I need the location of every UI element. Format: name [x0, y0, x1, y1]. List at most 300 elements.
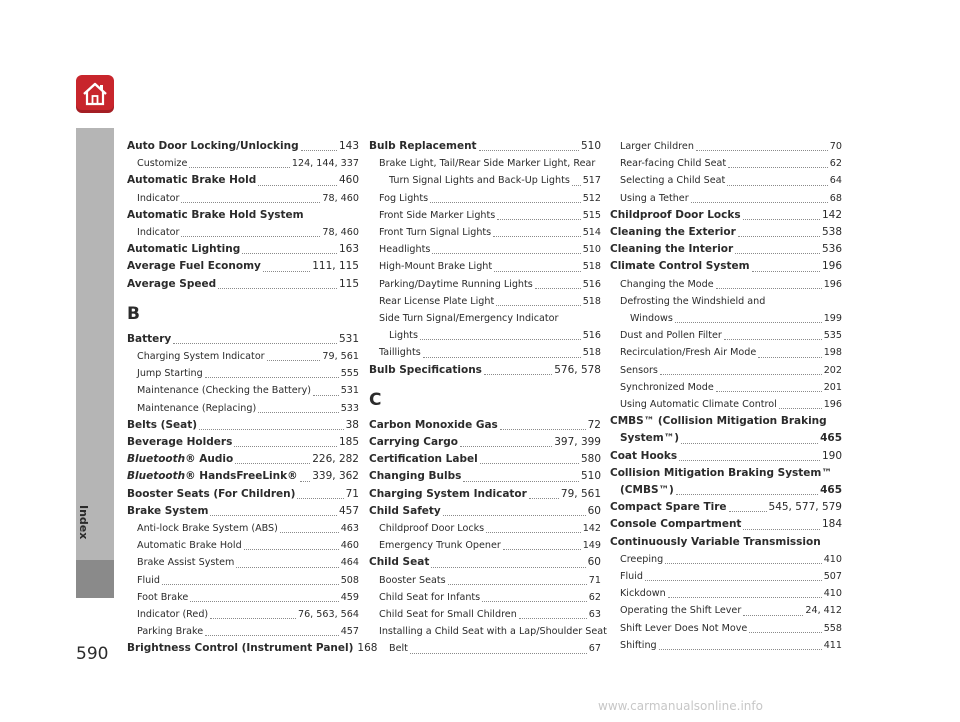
entry-label: Emergency Trunk Opener: [379, 540, 501, 552]
index-entry[interactable]: [369, 572, 601, 589]
page-ref[interactable]: 78, 460: [322, 192, 359, 204]
page-ref[interactable]: 70: [829, 141, 842, 152]
entry-label: Changing the Mode: [620, 278, 714, 290]
entry-label: Sensors: [620, 364, 658, 376]
index-entry[interactable]: [369, 207, 601, 224]
entry-label: Synchronized Mode: [620, 381, 714, 393]
page-ref[interactable]: 142: [821, 208, 842, 221]
index-entry[interactable]: [610, 258, 842, 275]
index-entry[interactable]: [127, 224, 359, 241]
dot-leader: [480, 462, 579, 464]
page-ref[interactable]: 79, 561: [322, 351, 359, 363]
index-entry[interactable]: [610, 379, 842, 396]
dot-leader: [735, 252, 820, 254]
index-entry[interactable]: [369, 258, 601, 275]
page-ref[interactable]: 536: [821, 243, 842, 256]
index-entry[interactable]: [610, 172, 842, 189]
entry-label: Using Automatic Climate Control: [620, 399, 777, 411]
page-ref[interactable]: 199: [823, 313, 842, 325]
index-entry[interactable]: [610, 482, 842, 499]
dot-leader: [423, 356, 581, 358]
dot-leader: [210, 617, 296, 619]
dot-leader: [728, 166, 828, 168]
entry-label: Maintenance (Replacing): [137, 402, 257, 414]
entry-label: Belt: [389, 643, 408, 655]
page-ref[interactable]: 464: [340, 557, 359, 569]
dot-leader: [479, 149, 579, 151]
entry-label: Automatic Brake Hold: [137, 540, 242, 552]
index-entry[interactable]: [369, 327, 601, 344]
page-ref[interactable]: 78, 460: [322, 227, 359, 239]
dot-leader: [236, 566, 338, 568]
entry-label: Bluetooth® Audio: [127, 453, 234, 466]
index-entry[interactable]: [610, 138, 842, 155]
page-ref[interactable]: 538: [821, 226, 842, 239]
page-ref[interactable]: 518: [582, 261, 601, 273]
entry-label: Coat Hooks: [610, 449, 678, 462]
page-ref[interactable]: 460: [340, 540, 359, 552]
entry-label: Bulb Specifications: [369, 363, 482, 376]
index-entry[interactable]: [127, 589, 359, 606]
page-ref[interactable]: 111, 115: [312, 260, 359, 273]
page-ref[interactable]: 555: [340, 368, 359, 380]
page-ref[interactable]: 79, 561: [560, 487, 601, 500]
entry-label: Bulb Replacement: [369, 140, 477, 152]
index-entry[interactable]: [610, 396, 842, 413]
index-entry[interactable]: [127, 155, 359, 172]
page-ref[interactable]: 516: [582, 278, 601, 290]
entry-label: Defrosting the Windshield and: [620, 295, 766, 307]
entry-label: Childproof Door Locks: [379, 523, 485, 535]
index-entry[interactable]: [369, 344, 601, 361]
page-ref[interactable]: 508: [340, 574, 359, 586]
index-entry[interactable]: [610, 637, 842, 654]
page-ref[interactable]: 62: [829, 158, 842, 170]
page-ref[interactable]: 143: [338, 140, 359, 152]
index-entry[interactable]: [127, 537, 359, 554]
index-entry[interactable]: [369, 554, 601, 571]
dot-leader: [743, 218, 820, 220]
entry-label: Child Safety: [369, 504, 441, 517]
index-entry[interactable]: [127, 190, 359, 207]
dot-leader: [729, 510, 767, 512]
index-entry[interactable]: [369, 520, 601, 537]
dot-leader: [681, 442, 818, 444]
dot-leader: [210, 514, 336, 516]
entry-label: Kickdown: [620, 588, 666, 600]
entry-label: Indicator: [137, 227, 180, 239]
index-entry[interactable]: [369, 172, 601, 189]
dot-leader: [162, 583, 339, 585]
dot-leader: [280, 531, 339, 533]
entry-label: Shifting: [620, 639, 657, 651]
index-entry[interactable]: [610, 516, 842, 533]
index-entry[interactable]: [610, 413, 842, 430]
index-entry[interactable]: [127, 468, 359, 485]
index-entry[interactable]: [610, 551, 842, 568]
entry-label: Side Turn Signal/Emergency Indicator: [379, 313, 559, 325]
dot-leader: [716, 390, 822, 392]
page-ref[interactable]: 576, 578: [554, 363, 601, 376]
index-column-3: [610, 138, 842, 654]
index-entry[interactable]: [127, 382, 359, 399]
dot-leader: [297, 497, 343, 499]
entry-label: Maintenance (Checking the Battery): [137, 385, 312, 397]
entry-label: Rear-facing Child Seat: [620, 158, 727, 170]
page-ref[interactable]: 68: [829, 192, 842, 204]
dot-leader: [503, 548, 581, 550]
dot-leader: [519, 617, 587, 619]
page-ref[interactable]: 163: [338, 243, 359, 256]
index-entry[interactable]: [369, 503, 601, 520]
dot-leader: [482, 600, 587, 602]
index-entry[interactable]: [610, 362, 842, 379]
page-ref[interactable]: 518: [582, 295, 601, 307]
index-entry[interactable]: [369, 190, 601, 207]
dot-leader: [235, 462, 310, 464]
page-ref[interactable]: 465: [820, 484, 842, 497]
dot-leader: [234, 445, 337, 447]
page-ref[interactable]: 60: [587, 556, 601, 569]
entry-label: Installing a Child Seat with a Lap/Shoulder Seat: [379, 626, 607, 638]
page-ref[interactable]: 63: [588, 609, 601, 621]
index-entry[interactable]: [127, 572, 359, 589]
entry-label: Automatic Brake Hold: [127, 174, 257, 187]
page-ref[interactable]: 198: [823, 347, 842, 359]
index-entry[interactable]: [127, 365, 359, 382]
index-entry[interactable]: [127, 258, 359, 275]
entry-label: Windows: [630, 313, 673, 325]
entry-label: Lights: [389, 330, 418, 342]
index-entry[interactable]: [610, 620, 842, 637]
entry-label: Parking/Daytime Running Lights: [379, 278, 533, 290]
dot-leader: [181, 235, 320, 237]
page-ref[interactable]: 38: [345, 418, 359, 431]
index-entry[interactable]: [127, 241, 359, 258]
dot-leader: [431, 566, 585, 568]
index-entry[interactable]: [369, 537, 601, 554]
dot-leader: [205, 376, 339, 378]
dot-leader: [267, 359, 321, 361]
page-ref[interactable]: 410: [823, 588, 842, 600]
entry-label: Average Fuel Economy: [127, 260, 261, 273]
page-ref[interactable]: 460: [338, 174, 359, 187]
dot-leader: [691, 201, 828, 203]
page-ref[interactable]: 507: [823, 571, 842, 583]
index-entry[interactable]: [127, 503, 359, 520]
page-ref[interactable]: 457: [340, 626, 359, 638]
page-ref[interactable]: 514: [582, 227, 601, 239]
page-ref[interactable]: 518: [582, 347, 601, 359]
page-ref[interactable]: 72: [587, 418, 601, 431]
page-ref[interactable]: 465: [820, 432, 842, 445]
dot-leader: [645, 579, 822, 581]
page-ref[interactable]: 533: [340, 402, 359, 414]
dot-leader: [724, 338, 822, 340]
index-entry[interactable]: [610, 276, 842, 293]
page-ref[interactable]: 71: [345, 487, 359, 500]
page-ref[interactable]: 226, 282: [312, 453, 359, 466]
home-button[interactable]: [76, 75, 114, 113]
dot-leader: [432, 252, 580, 254]
entry-label: Cleaning the Interior: [610, 243, 734, 256]
entry-label: Automatic Brake Hold System: [127, 208, 304, 221]
entry-label: Shift Lever Does Not Move: [620, 622, 748, 634]
dot-leader: [181, 201, 320, 203]
index-entry[interactable]: [610, 602, 842, 619]
entry-label: CMBS™ (Collision Mitigation Braking: [610, 415, 827, 428]
page-ref[interactable]: 535: [823, 330, 842, 342]
section-letter: B: [127, 303, 140, 324]
entry-label: Recirculation/Fresh Air Mode: [620, 347, 757, 359]
entry-label: Headlights: [379, 244, 431, 256]
entry-label: Collision Mitigation Braking System™: [610, 466, 832, 479]
dot-leader: [443, 514, 586, 516]
entry-label: Climate Control System: [610, 260, 750, 273]
page-ref[interactable]: 124, 144, 337: [291, 158, 359, 170]
index-entry[interactable]: [127, 434, 359, 451]
entry-label: Taillights: [379, 347, 421, 359]
index-entry[interactable]: [369, 623, 607, 640]
page-ref[interactable]: 397, 399: [554, 436, 601, 449]
entry-label: High-Mount Brake Light: [379, 261, 493, 273]
page-ref[interactable]: 410: [823, 553, 842, 565]
page-ref[interactable]: 190: [821, 449, 842, 462]
entry-label: Operating the Shift Lever: [620, 605, 742, 617]
index-entry[interactable]: [369, 468, 601, 485]
entry-label: Booster Seats: [379, 574, 446, 586]
dot-leader: [572, 184, 581, 186]
dot-leader: [486, 531, 581, 533]
index-column-2: [369, 138, 607, 658]
index-entry[interactable]: [127, 486, 359, 503]
dot-leader: [660, 373, 822, 375]
index-entry[interactable]: [369, 276, 601, 293]
index-entry[interactable]: [369, 434, 601, 451]
index-entry[interactable]: [127, 138, 359, 155]
page-ref[interactable]: 62: [588, 591, 601, 603]
page-ref[interactable]: 149: [582, 540, 601, 552]
dot-leader: [460, 445, 552, 447]
page-ref[interactable]: 24, 412: [805, 605, 842, 617]
entry-label: Bluetooth® HandsFreeLink®: [127, 470, 298, 483]
dot-leader: [301, 149, 337, 151]
entry-label: Larger Children: [620, 141, 694, 152]
index-entry[interactable]: [610, 568, 842, 585]
dot-leader: [535, 287, 581, 289]
entry-label: Creeping: [620, 553, 664, 565]
index-entry[interactable]: [369, 486, 601, 503]
dot-leader: [668, 596, 822, 598]
entry-label: Fog Lights: [379, 192, 429, 204]
page-ref[interactable]: 339, 362: [312, 470, 359, 483]
index-entry[interactable]: [127, 640, 378, 657]
page-ref[interactable]: 516: [582, 330, 601, 342]
index-entry[interactable]: [127, 172, 359, 189]
entry-label: Fluid: [620, 571, 644, 583]
entry-label: Belts (Seat): [127, 418, 198, 431]
index-entry[interactable]: [369, 241, 601, 258]
side-tab-label: Index: [77, 505, 90, 540]
page-ref[interactable]: 71: [588, 574, 601, 586]
dot-leader: [696, 149, 828, 151]
index-entry[interactable]: [610, 293, 842, 310]
dot-leader: [493, 235, 581, 237]
index-entry[interactable]: [369, 138, 601, 155]
dot-leader: [665, 562, 822, 564]
entry-label: Changing Bulbs: [369, 470, 462, 483]
dot-leader: [258, 184, 337, 186]
entry-label: Child Seat: [369, 556, 430, 569]
index-entry[interactable]: [610, 448, 842, 465]
index-entry[interactable]: [610, 499, 842, 516]
index-entry[interactable]: [610, 155, 842, 172]
index-entry[interactable]: [127, 606, 359, 623]
index-entry[interactable]: [369, 640, 601, 657]
dot-leader: [758, 356, 821, 358]
entry-label: Automatic Lighting: [127, 243, 241, 256]
dot-leader: [743, 614, 803, 616]
page-ref[interactable]: 545, 577, 579: [768, 501, 842, 514]
index-entry[interactable]: [127, 554, 359, 571]
index-entry[interactable]: [610, 190, 842, 207]
page-ref[interactable]: 512: [582, 192, 601, 204]
entry-label: Beverage Holders: [127, 436, 233, 449]
dot-leader: [752, 270, 820, 272]
index-entry[interactable]: [610, 327, 842, 344]
entry-label: Anti-lock Brake System (ABS): [137, 523, 278, 535]
index-entry[interactable]: [610, 344, 842, 361]
page-ref[interactable]: 510: [580, 140, 601, 152]
page-ref[interactable]: 185: [338, 436, 359, 449]
page-ref[interactable]: 531: [338, 332, 359, 345]
page-ref[interactable]: 202: [823, 364, 842, 376]
entry-label: Cleaning the Exterior: [610, 226, 736, 239]
index-entry[interactable]: [369, 293, 601, 310]
dot-leader: [675, 321, 822, 323]
dot-leader: [313, 394, 339, 396]
page-ref[interactable]: 457: [338, 504, 359, 517]
index-entry[interactable]: [610, 465, 842, 482]
page-ref[interactable]: 517: [582, 175, 601, 187]
page-ref[interactable]: 196: [821, 260, 842, 273]
page-ref[interactable]: 510: [582, 244, 601, 256]
page-ref[interactable]: 459: [340, 591, 359, 603]
page-ref[interactable]: 142: [582, 523, 601, 535]
page-ref[interactable]: 531: [340, 385, 359, 397]
entry-label: Auto Door Locking/Unlocking: [127, 140, 299, 152]
entry-label: Brake Assist System: [137, 557, 235, 569]
dot-leader: [679, 459, 820, 461]
dot-leader: [529, 497, 559, 499]
entry-label: Jump Starting: [137, 368, 203, 380]
dot-leader: [430, 201, 581, 203]
index-entry[interactable]: [610, 534, 842, 551]
index-entry[interactable]: [369, 606, 601, 623]
index-entry[interactable]: [369, 155, 601, 172]
page-ref[interactable]: 64: [829, 175, 842, 187]
index-entry[interactable]: [610, 585, 842, 602]
dot-leader: [190, 600, 338, 602]
index-entry[interactable]: [610, 207, 842, 224]
index-entry[interactable]: [127, 417, 359, 434]
dot-leader: [410, 652, 587, 654]
index-side-tab-marker: [76, 560, 114, 598]
index-entry[interactable]: [369, 310, 601, 327]
page-ref[interactable]: 510: [580, 470, 601, 483]
index-entry[interactable]: [610, 224, 842, 241]
entry-label: Certification Label: [369, 453, 478, 466]
entry-label: Parking Brake: [137, 626, 204, 638]
page-ref[interactable]: 463: [340, 523, 359, 535]
index-entry[interactable]: [127, 207, 359, 224]
entry-label: Front Turn Signal Lights: [379, 227, 492, 239]
page-ref[interactable]: 411: [823, 639, 842, 651]
entry-label: Booster Seats (For Children): [127, 487, 296, 500]
page-ref[interactable]: 168: [357, 642, 378, 655]
page-ref[interactable]: 196: [823, 278, 842, 290]
dot-leader: [205, 634, 339, 636]
entry-label: Battery: [127, 332, 172, 345]
index-entry[interactable]: [127, 623, 359, 640]
page-ref[interactable]: 196: [823, 399, 842, 411]
page-ref[interactable]: 67: [588, 643, 601, 655]
index-entry[interactable]: [127, 451, 359, 468]
index-entry[interactable]: [127, 276, 359, 293]
home-icon: [81, 81, 109, 107]
index-entry[interactable]: [369, 224, 601, 241]
index-entry[interactable]: [369, 451, 601, 468]
dot-leader: [659, 648, 822, 650]
page-ref[interactable]: 76, 563, 564: [297, 609, 359, 621]
dot-leader: [496, 304, 580, 306]
index-entry[interactable]: [127, 331, 359, 348]
entry-label: Customize: [137, 158, 188, 170]
index-entry[interactable]: [127, 348, 359, 365]
entry-label: Dust and Pollen Filter: [620, 330, 722, 342]
dot-leader: [189, 166, 290, 168]
entry-label: Rear License Plate Light: [379, 295, 495, 307]
entry-label: Console Compartment: [610, 518, 742, 531]
entry-label: Indicator: [137, 192, 180, 204]
index-entry[interactable]: [369, 589, 601, 606]
entry-label: (CMBS™): [620, 484, 674, 497]
index-entry[interactable]: [127, 520, 359, 537]
dot-leader: [727, 184, 827, 186]
entry-label: Carrying Cargo: [369, 436, 458, 449]
page-ref[interactable]: 515: [582, 209, 601, 221]
dot-leader: [497, 218, 580, 220]
index-entry[interactable]: [369, 417, 601, 434]
entry-label: Compact Spare Tire: [610, 501, 727, 514]
entry-label: Charging System Indicator: [369, 487, 527, 500]
page-ref[interactable]: 201: [823, 381, 842, 393]
index-entry[interactable]: [610, 430, 842, 447]
entry-label: Indicator (Red): [137, 609, 209, 621]
index-entry[interactable]: [610, 310, 842, 327]
index-entry[interactable]: [127, 400, 359, 417]
index-entry[interactable]: [369, 362, 601, 379]
page-ref[interactable]: 60: [587, 504, 601, 517]
page-ref[interactable]: 184: [821, 518, 842, 531]
page-ref[interactable]: 580: [580, 453, 601, 466]
entry-label: Using a Tether: [620, 192, 689, 204]
index-entry[interactable]: [610, 241, 842, 258]
page-ref[interactable]: 558: [823, 622, 842, 634]
page-ref[interactable]: 115: [338, 277, 359, 290]
dot-leader: [463, 480, 579, 482]
dot-leader: [743, 528, 820, 530]
